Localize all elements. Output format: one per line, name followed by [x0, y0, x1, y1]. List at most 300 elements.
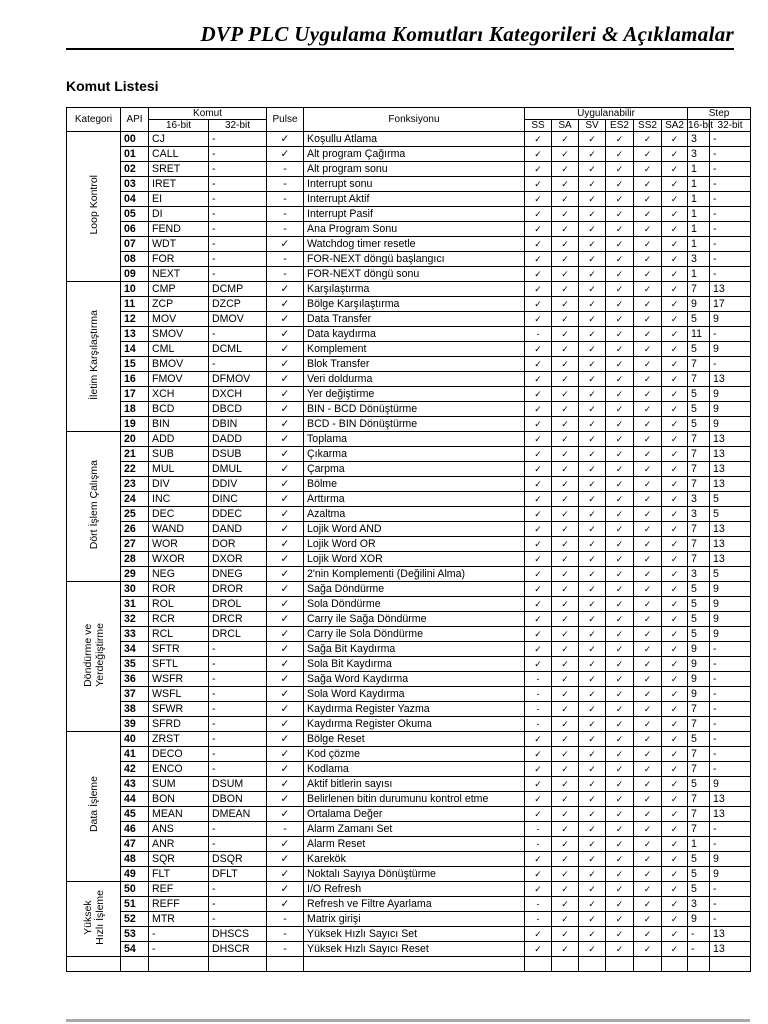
function-cell: Lojik Word AND	[304, 522, 525, 537]
sa2-cell: ✓	[662, 852, 688, 867]
function-cell: Data kaydırma	[304, 327, 525, 342]
api-cell: 07	[121, 237, 149, 252]
cmd-16bit-cell: FLT	[149, 867, 209, 882]
header-model-es2: ES2	[606, 120, 634, 132]
pulse-cell: -	[267, 942, 304, 957]
cmd-32bit-cell: -	[209, 897, 267, 912]
sa-cell: ✓	[552, 567, 579, 582]
pulse-cell: ✓	[267, 492, 304, 507]
cmd-32bit-cell: -	[209, 327, 267, 342]
sa-cell: ✓	[552, 432, 579, 447]
es2-cell: ✓	[606, 192, 634, 207]
cmd-32bit-cell: DBIN	[209, 417, 267, 432]
ss2-cell: ✓	[634, 777, 662, 792]
sv-cell: ✓	[579, 657, 606, 672]
pulse-cell: -	[267, 927, 304, 942]
cmd-16bit-cell: SQR	[149, 852, 209, 867]
sa-cell: ✓	[552, 747, 579, 762]
function-cell: Refresh ve Filtre Ayarlama	[304, 897, 525, 912]
cmd-16bit-cell: REFF	[149, 897, 209, 912]
step-32bit-cell: 9	[710, 387, 751, 402]
cmd-32bit-cell: DHSCS	[209, 927, 267, 942]
cmd-16bit-cell: WOR	[149, 537, 209, 552]
sv-cell: ✓	[579, 597, 606, 612]
ss-cell: ✓	[525, 372, 552, 387]
function-cell: Carry ile Sağa Döndürme	[304, 612, 525, 627]
sv-cell: ✓	[579, 537, 606, 552]
es2-cell: ✓	[606, 462, 634, 477]
header-32bit: 32-bit	[209, 120, 267, 132]
function-cell: Yüksek Hızlı Sayıcı Reset	[304, 942, 525, 957]
sv-cell: ✓	[579, 207, 606, 222]
sa-cell: ✓	[552, 147, 579, 162]
step-16bit-cell: 3	[688, 132, 710, 147]
pulse-cell: ✓	[267, 312, 304, 327]
sa2-cell: ✓	[662, 162, 688, 177]
ss-cell: ✓	[525, 267, 552, 282]
function-cell: Ana Program Sonu	[304, 222, 525, 237]
table-row	[67, 702, 751, 717]
function-cell: Interrupt sonu	[304, 177, 525, 192]
sv-cell: ✓	[579, 852, 606, 867]
sa-cell: ✓	[552, 672, 579, 687]
sv-cell: ✓	[579, 402, 606, 417]
es2-cell: ✓	[606, 672, 634, 687]
cmd-16bit-cell: FOR	[149, 252, 209, 267]
sv-cell: ✓	[579, 192, 606, 207]
ss2-cell: ✓	[634, 837, 662, 852]
step-32bit-cell: 9	[710, 777, 751, 792]
sv-cell: ✓	[579, 612, 606, 627]
ss2-cell: ✓	[634, 447, 662, 462]
command-table-body	[67, 132, 751, 972]
sv-cell: ✓	[579, 147, 606, 162]
ss2-cell: ✓	[634, 927, 662, 942]
api-cell: 08	[121, 252, 149, 267]
sa2-cell: ✓	[662, 942, 688, 957]
sa-cell: ✓	[552, 807, 579, 822]
cmd-32bit-cell: DROL	[209, 597, 267, 612]
sv-cell: ✓	[579, 237, 606, 252]
function-cell: Kodlama	[304, 762, 525, 777]
ss-cell: ✓	[525, 177, 552, 192]
pulse-cell: ✓	[267, 642, 304, 657]
step-16bit-cell: 1	[688, 177, 710, 192]
sa-cell: ✓	[552, 327, 579, 342]
pulse-cell: ✓	[267, 702, 304, 717]
sa-cell: ✓	[552, 507, 579, 522]
sv-cell: ✓	[579, 762, 606, 777]
es2-cell: ✓	[606, 747, 634, 762]
ss-cell: ✓	[525, 582, 552, 597]
step-32bit-cell: 13	[710, 447, 751, 462]
sv-cell: ✓	[579, 507, 606, 522]
step-16bit-cell: 9	[688, 912, 710, 927]
step-16bit-cell: 5	[688, 342, 710, 357]
step-32bit-cell: 9	[710, 612, 751, 627]
es2-cell: ✓	[606, 147, 634, 162]
sv-cell: ✓	[579, 807, 606, 822]
api-cell: 05	[121, 207, 149, 222]
sa-cell: ✓	[552, 597, 579, 612]
es2-cell: ✓	[606, 312, 634, 327]
step-32bit-cell: -	[710, 732, 751, 747]
ss-cell: -	[525, 327, 552, 342]
cmd-32bit-cell: DMEAN	[209, 807, 267, 822]
sa2-cell: ✓	[662, 867, 688, 882]
sv-cell: ✓	[579, 312, 606, 327]
ss2-cell: ✓	[634, 357, 662, 372]
table-row	[67, 147, 751, 162]
function-cell: FOR-NEXT döngü sonu	[304, 267, 525, 282]
sa2-cell: ✓	[662, 507, 688, 522]
sa-cell: ✓	[552, 942, 579, 957]
pulse-cell: -	[267, 177, 304, 192]
sv-cell: ✓	[579, 882, 606, 897]
cmd-16bit-cell: CML	[149, 342, 209, 357]
category-cell	[67, 882, 121, 957]
ss-cell: ✓	[525, 882, 552, 897]
cmd-32bit-cell: -	[209, 222, 267, 237]
sv-cell: ✓	[579, 792, 606, 807]
ss2-cell: ✓	[634, 132, 662, 147]
sa-cell: ✓	[552, 492, 579, 507]
pulse-cell: ✓	[267, 672, 304, 687]
sa2-cell: ✓	[662, 312, 688, 327]
cmd-32bit-cell: DNEG	[209, 567, 267, 582]
es2-cell: ✓	[606, 252, 634, 267]
sv-cell: ✓	[579, 282, 606, 297]
ss2-cell: ✓	[634, 822, 662, 837]
pulse-cell: ✓	[267, 402, 304, 417]
cmd-32bit-cell: -	[209, 252, 267, 267]
api-cell: 24	[121, 492, 149, 507]
api-cell: 35	[121, 657, 149, 672]
table-row	[67, 852, 751, 867]
sv-cell: ✓	[579, 897, 606, 912]
table-row	[67, 222, 751, 237]
sa2-cell: ✓	[662, 342, 688, 357]
cmd-32bit-cell: -	[209, 672, 267, 687]
es2-cell: ✓	[606, 687, 634, 702]
step-16bit-cell: 7	[688, 792, 710, 807]
step-16bit-cell: 5	[688, 882, 710, 897]
step-16bit-cell: 7	[688, 477, 710, 492]
empty-cell	[209, 957, 267, 972]
cmd-32bit-cell: DAND	[209, 522, 267, 537]
table-row	[67, 792, 751, 807]
api-cell: 40	[121, 732, 149, 747]
es2-cell: ✓	[606, 597, 634, 612]
sv-cell: ✓	[579, 942, 606, 957]
ss-cell: ✓	[525, 147, 552, 162]
cmd-16bit-cell: SMOV	[149, 327, 209, 342]
es2-cell: ✓	[606, 372, 634, 387]
es2-cell: ✓	[606, 582, 634, 597]
table-row	[67, 417, 751, 432]
section-title: Komut Listesi	[66, 78, 159, 94]
ss2-cell: ✓	[634, 642, 662, 657]
cmd-32bit-cell: DHSCR	[209, 942, 267, 957]
pulse-cell: -	[267, 162, 304, 177]
ss-cell: ✓	[525, 417, 552, 432]
empty-cell	[552, 957, 579, 972]
sa-cell: ✓	[552, 792, 579, 807]
pulse-cell: -	[267, 267, 304, 282]
ss-cell: ✓	[525, 252, 552, 267]
sv-cell: ✓	[579, 372, 606, 387]
cmd-32bit-cell: DRCR	[209, 612, 267, 627]
pulse-cell: ✓	[267, 612, 304, 627]
header-16bit: 16-bit	[149, 120, 209, 132]
step-16bit-cell: 3	[688, 507, 710, 522]
cmd-32bit-cell: DDIV	[209, 477, 267, 492]
sa2-cell: ✓	[662, 492, 688, 507]
sv-cell: ✓	[579, 447, 606, 462]
sa-cell: ✓	[552, 867, 579, 882]
cmd-16bit-cell: DIV	[149, 477, 209, 492]
step-32bit-cell: -	[710, 837, 751, 852]
sa2-cell: ✓	[662, 327, 688, 342]
api-cell: 45	[121, 807, 149, 822]
step-16bit-cell: 5	[688, 612, 710, 627]
ss2-cell: ✓	[634, 462, 662, 477]
step-16bit-cell: 5	[688, 777, 710, 792]
sa-cell: ✓	[552, 312, 579, 327]
sa2-cell: ✓	[662, 657, 688, 672]
sa2-cell: ✓	[662, 267, 688, 282]
sa2-cell: ✓	[662, 417, 688, 432]
cmd-32bit-cell: DBON	[209, 792, 267, 807]
step-16bit-cell: 7	[688, 717, 710, 732]
header-model-ss: SS	[525, 120, 552, 132]
es2-cell: ✓	[606, 162, 634, 177]
api-cell: 49	[121, 867, 149, 882]
ss-cell: -	[525, 897, 552, 912]
cmd-16bit-cell: WXOR	[149, 552, 209, 567]
sa-cell: ✓	[552, 522, 579, 537]
step-16bit-cell: 3	[688, 492, 710, 507]
step-32bit-cell: -	[710, 642, 751, 657]
ss2-cell: ✓	[634, 507, 662, 522]
es2-cell: ✓	[606, 927, 634, 942]
sv-cell: ✓	[579, 912, 606, 927]
api-cell: 04	[121, 192, 149, 207]
function-cell: Alarm Zamanı Set	[304, 822, 525, 837]
cmd-16bit-cell: DECO	[149, 747, 209, 762]
step-32bit-cell: 13	[710, 282, 751, 297]
api-cell: 23	[121, 477, 149, 492]
table-row-empty	[67, 957, 751, 972]
ss2-cell: ✓	[634, 702, 662, 717]
sa2-cell: ✓	[662, 777, 688, 792]
sa2-cell: ✓	[662, 297, 688, 312]
ss2-cell: ✓	[634, 882, 662, 897]
cmd-16bit-cell: ZCP	[149, 297, 209, 312]
cmd-32bit-cell: -	[209, 837, 267, 852]
cmd-16bit-cell: REF	[149, 882, 209, 897]
es2-cell: ✓	[606, 432, 634, 447]
ss2-cell: ✓	[634, 597, 662, 612]
cmd-32bit-cell: DRCL	[209, 627, 267, 642]
function-cell: Kod çözme	[304, 747, 525, 762]
sa-cell: ✓	[552, 342, 579, 357]
function-cell: Bölge Karşılaştırma	[304, 297, 525, 312]
step-16bit-cell: 7	[688, 447, 710, 462]
cmd-16bit-cell: FMOV	[149, 372, 209, 387]
step-16bit-cell: 3	[688, 252, 710, 267]
header-step-16bit: 16-bit	[688, 120, 714, 131]
cmd-16bit-cell: ANR	[149, 837, 209, 852]
step-32bit-cell: -	[710, 237, 751, 252]
sv-cell: ✓	[579, 702, 606, 717]
sa-cell: ✓	[552, 537, 579, 552]
sa2-cell: ✓	[662, 582, 688, 597]
cmd-32bit-cell: DXCH	[209, 387, 267, 402]
step-32bit-cell: 9	[710, 342, 751, 357]
cmd-16bit-cell: DI	[149, 207, 209, 222]
api-cell: 39	[121, 717, 149, 732]
ss-cell: ✓	[525, 552, 552, 567]
step-16bit-cell: 7	[688, 522, 710, 537]
step-32bit-cell: 9	[710, 852, 751, 867]
sa2-cell: ✓	[662, 792, 688, 807]
table-row	[67, 672, 751, 687]
sa2-cell: ✓	[662, 462, 688, 477]
ss2-cell: ✓	[634, 432, 662, 447]
pulse-cell: ✓	[267, 552, 304, 567]
cmd-32bit-cell: DINC	[209, 492, 267, 507]
function-cell: Noktalı Sayıya Dönüştürme	[304, 867, 525, 882]
step-16bit-cell: 7	[688, 807, 710, 822]
es2-cell: ✓	[606, 657, 634, 672]
sa2-cell: ✓	[662, 837, 688, 852]
cmd-16bit-cell: SFTL	[149, 657, 209, 672]
sv-cell: ✓	[579, 552, 606, 567]
function-cell: Lojik Word XOR	[304, 552, 525, 567]
ss-cell: -	[525, 837, 552, 852]
pulse-cell: -	[267, 252, 304, 267]
sa-cell: ✓	[552, 372, 579, 387]
empty-cell	[304, 957, 525, 972]
step-32bit-cell: -	[710, 162, 751, 177]
api-cell: 43	[121, 777, 149, 792]
sa-cell: ✓	[552, 717, 579, 732]
ss2-cell: ✓	[634, 732, 662, 747]
cmd-16bit-cell: DEC	[149, 507, 209, 522]
es2-cell: ✓	[606, 897, 634, 912]
ss2-cell: ✓	[634, 567, 662, 582]
table-row	[67, 912, 751, 927]
cmd-32bit-cell: -	[209, 657, 267, 672]
cmd-32bit-cell: DCMP	[209, 282, 267, 297]
sa2-cell: ✓	[662, 807, 688, 822]
sa-cell: ✓	[552, 927, 579, 942]
sa2-cell: ✓	[662, 402, 688, 417]
empty-cell	[662, 957, 688, 972]
ss2-cell: ✓	[634, 282, 662, 297]
api-cell: 27	[121, 537, 149, 552]
function-cell: Veri doldurma	[304, 372, 525, 387]
step-32bit-cell: 13	[710, 807, 751, 822]
sa-cell: ✓	[552, 627, 579, 642]
sa-cell: ✓	[552, 132, 579, 147]
ss2-cell: ✓	[634, 177, 662, 192]
api-cell: 46	[121, 822, 149, 837]
step-16bit-cell: 1	[688, 162, 710, 177]
category-cell	[67, 282, 121, 432]
cmd-16bit-cell: MEAN	[149, 807, 209, 822]
pulse-cell: ✓	[267, 237, 304, 252]
sa2-cell: ✓	[662, 897, 688, 912]
empty-cell	[67, 957, 121, 972]
step-16bit-cell: 1	[688, 222, 710, 237]
pulse-cell: ✓	[267, 327, 304, 342]
es2-cell: ✓	[606, 732, 634, 747]
step-32bit-cell: -	[710, 717, 751, 732]
cmd-32bit-cell: -	[209, 162, 267, 177]
sv-cell: ✓	[579, 777, 606, 792]
ss-cell: ✓	[525, 657, 552, 672]
sa2-cell: ✓	[662, 177, 688, 192]
cmd-16bit-cell: BIN	[149, 417, 209, 432]
pulse-cell: ✓	[267, 837, 304, 852]
es2-cell: ✓	[606, 402, 634, 417]
header-fonksiyon: Fonksiyonu	[304, 108, 525, 132]
ss-cell: ✓	[525, 852, 552, 867]
es2-cell: ✓	[606, 132, 634, 147]
sa2-cell: ✓	[662, 822, 688, 837]
empty-cell	[710, 957, 751, 972]
step-16bit-cell: 7	[688, 357, 710, 372]
es2-cell: ✓	[606, 297, 634, 312]
ss2-cell: ✓	[634, 207, 662, 222]
api-cell: 53	[121, 927, 149, 942]
ss-cell: ✓	[525, 402, 552, 417]
header-model-sa: SA	[552, 120, 579, 132]
sa2-cell: ✓	[662, 432, 688, 447]
api-cell: 32	[121, 612, 149, 627]
ss-cell: ✓	[525, 207, 552, 222]
table-row	[67, 942, 751, 957]
table-row	[67, 822, 751, 837]
cmd-32bit-cell: DMUL	[209, 462, 267, 477]
cmd-32bit-cell: -	[209, 882, 267, 897]
step-32bit-cell: 13	[710, 552, 751, 567]
step-32bit-cell: -	[710, 822, 751, 837]
sa-cell: ✓	[552, 162, 579, 177]
step-32bit-cell: -	[710, 327, 751, 342]
es2-cell: ✓	[606, 837, 634, 852]
sa2-cell: ✓	[662, 447, 688, 462]
ss2-cell: ✓	[634, 192, 662, 207]
sa-cell: ✓	[552, 552, 579, 567]
command-table	[66, 107, 751, 972]
ss-cell: ✓	[525, 627, 552, 642]
ss-cell: ✓	[525, 642, 552, 657]
step-16bit-cell: 7	[688, 702, 710, 717]
sv-cell: ✓	[579, 492, 606, 507]
step-32bit-cell: 9	[710, 402, 751, 417]
step-16bit-cell: 1	[688, 267, 710, 282]
sv-cell: ✓	[579, 627, 606, 642]
step-32bit-cell: -	[710, 177, 751, 192]
ss-cell: ✓	[525, 192, 552, 207]
ss2-cell: ✓	[634, 852, 662, 867]
table-row	[67, 747, 751, 762]
sa2-cell: ✓	[662, 147, 688, 162]
sa-cell: ✓	[552, 762, 579, 777]
